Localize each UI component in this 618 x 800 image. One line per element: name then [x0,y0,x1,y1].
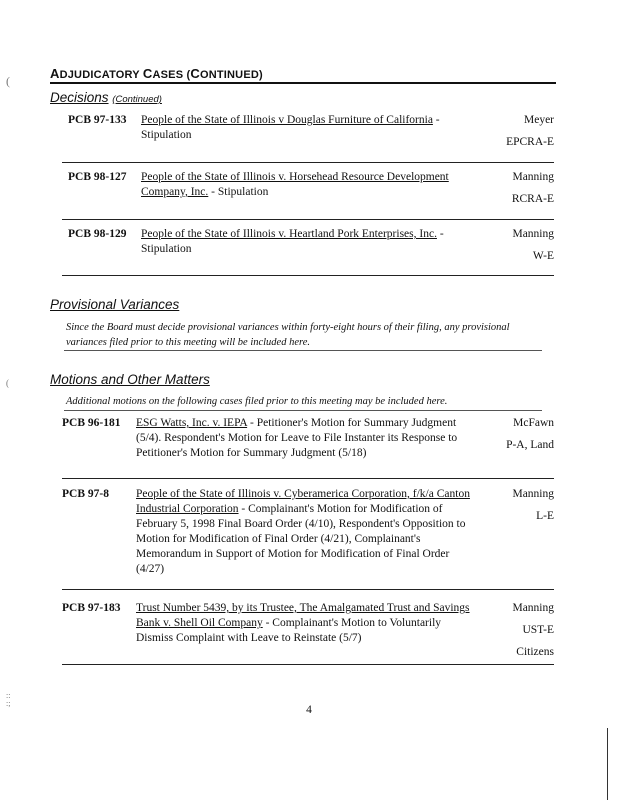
case-board: Manning UST-E Citizens [512,602,554,658]
motion-case-1 [62,416,554,476]
case-board: Manning L-E [512,488,554,522]
decision-case-1 [62,113,554,161]
case-divider [62,162,554,163]
case-description: People of the State of Illinois v. Heartland Pork Enterprises, Inc. - Stipulation [141,228,444,255]
case-description: Trust Number 5439, by its Trustee, The Amalgamated Trust and Savings Bank v. Shell Oil Company - Complainant's Motion to Voluntarily Dismiss Complaint with Leave to Reinstate (5/7) [136,602,470,644]
case-description: People of the State of Illinois v. Cyberamerica Corporation, f/k/a Canton Industrial Corporation - Complainant's Motion for Modification of February 5, 1998 Final Board Order (4/10), Respondent's Opposition to Motion for Modification of Final Order (4/21), Complainant's Memorandum in Support of Motion for Modification of Final Order (4/27) [136,488,470,575]
case-board: McFawn P-A, Land [506,417,554,451]
case-divider [62,664,554,665]
case-number: PCB 97-8 [62,488,109,500]
scan-mark: :: :; [6,691,11,708]
case-number: PCB 96-181 [62,417,121,429]
decision-case-3 [62,227,554,275]
case-divider [62,219,554,220]
case-number: PCB 97-183 [62,602,121,614]
case-board: Manning RCRA-E [511,171,554,205]
scan-mark: ( [6,74,10,88]
provisional-heading: Provisional Variances [50,297,180,312]
provisional-note: Since the Board must decide provisional variances within forty-eight hours of their filing, any provisional variances filed prior to this meeting will be included here. [66,322,510,348]
scan-edge [607,728,608,800]
case-divider [62,478,554,479]
decision-case-2 [62,170,554,218]
scan-mark: ( [6,378,9,388]
page-number: 4 [306,704,312,716]
case-number: PCB 98-129 [68,228,127,240]
case-description: ESG Watts, Inc. v. IEPA - Petitioner's Motion for Summary Judgment (5/4). Respondent's Motion for Leave to File Instanter its Response to Petitioner's Motion for Summary Judgment (5/18) [136,417,458,459]
motion-case-3 [62,601,554,663]
case-board: Meyer EPCRA-E [506,114,554,148]
case-number: PCB 97-133 [68,114,127,126]
case-description: People of the State of Illinois v Douglas Furniture of California - Stipulation [141,114,440,141]
motions-note: Additional motions on the following cases filed prior to this meeting may be included here. [66,396,448,407]
note-rule [64,350,542,351]
case-number: PCB 98-127 [68,171,127,183]
header-rule [50,82,556,84]
decisions-heading: Decisions (Continued) [50,90,162,105]
case-divider [62,589,554,590]
case-divider [62,275,554,276]
page-header: ADJUDICATORY CASES (CONTINUED) [50,66,263,81]
note-rule [64,410,542,411]
motion-case-2 [62,487,554,582]
motions-heading: Motions and Other Matters [50,372,210,387]
case-board: Manning W-E [512,228,554,262]
case-description: People of the State of Illinois v. Horsehead Resource Development Company, Inc. - Stipulation [141,171,449,198]
